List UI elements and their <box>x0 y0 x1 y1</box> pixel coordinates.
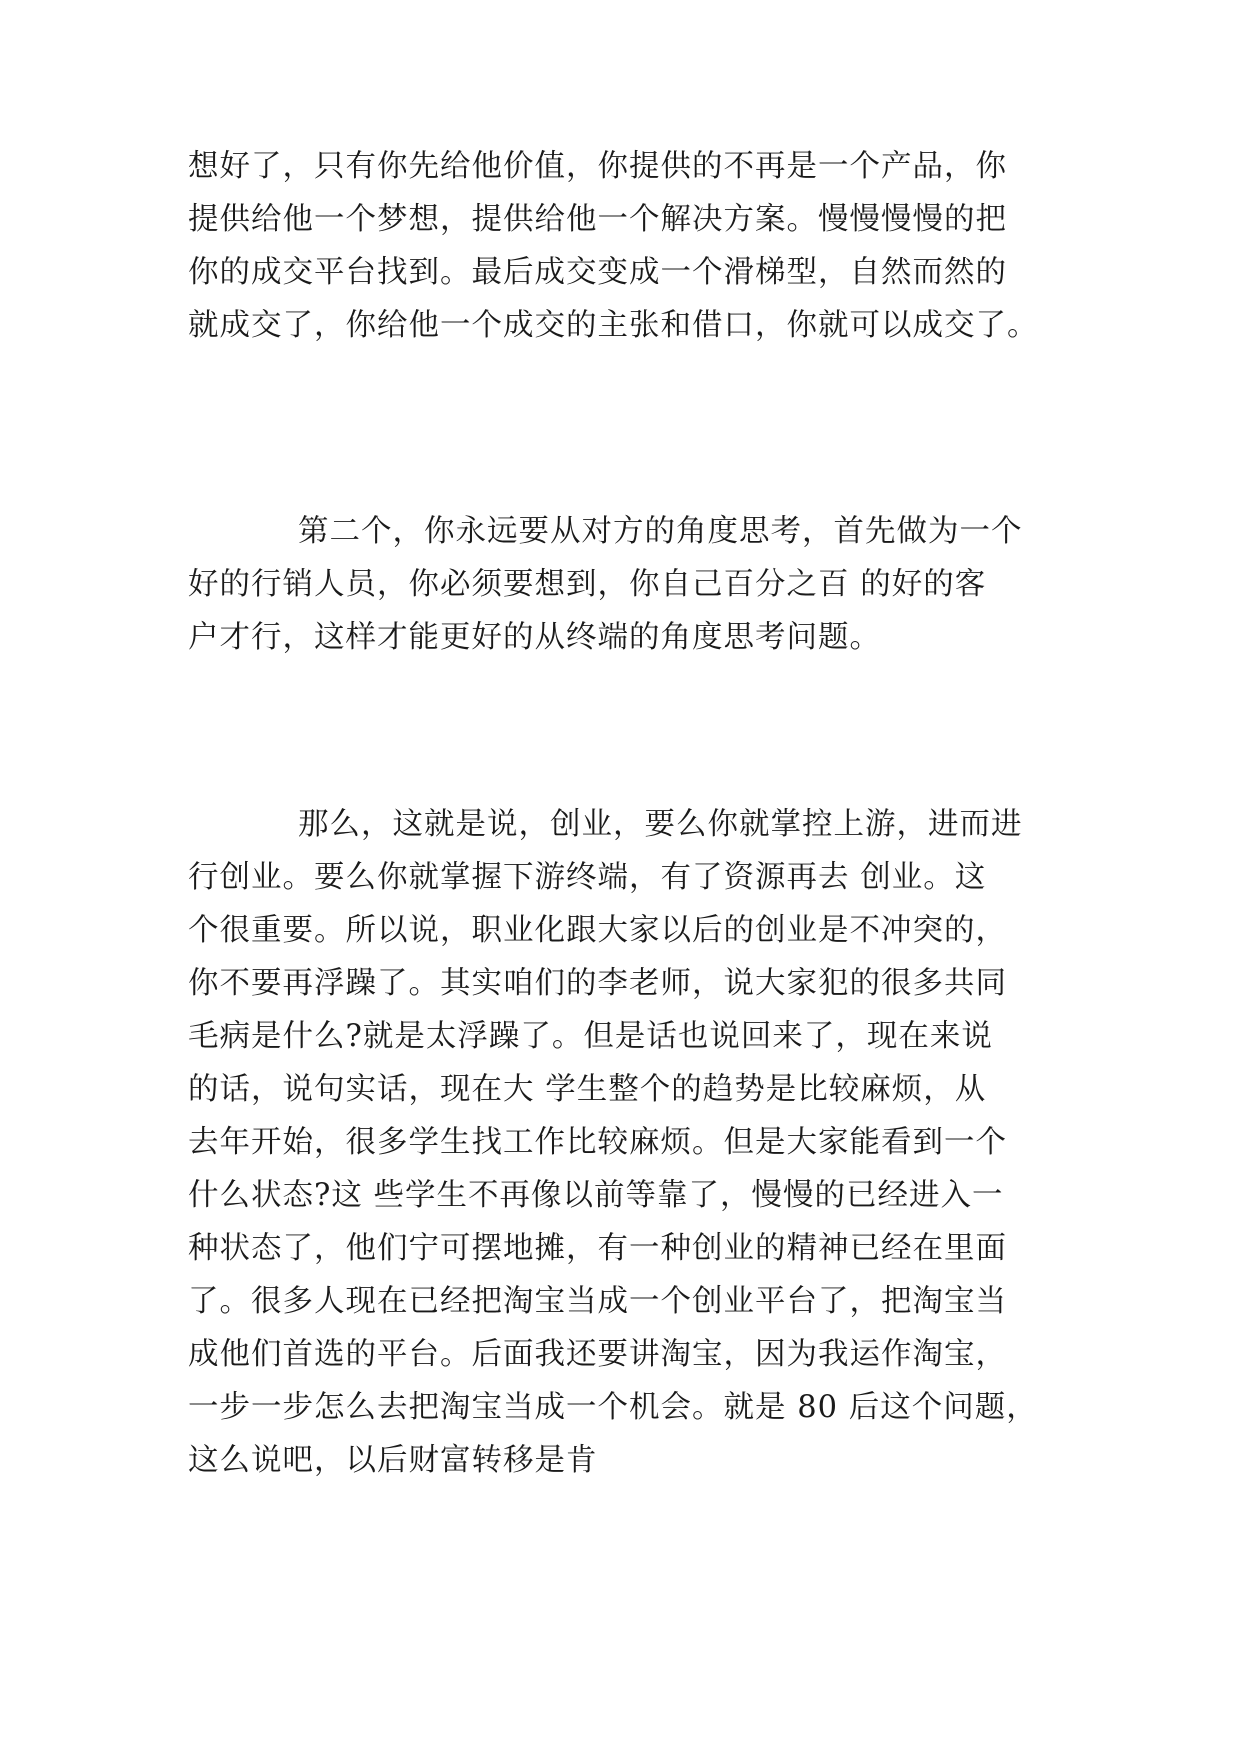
paragraph-3-line-3: 个很重要。所以说，职业化跟大家以后的创业是不冲突的， <box>188 913 1007 948</box>
paragraph-1-line-1: 想好了，只有你先给他价值，你提供的不再是一个产品，你 <box>188 149 1007 184</box>
paragraph-3-line-9: 种状态了，他们宁可摆地摊，有一种创业的精神已经在里面 <box>188 1231 1007 1266</box>
paragraph-3-line-13: 这么说吧，以后财富转移是肯 <box>188 1443 598 1478</box>
paragraph-3-line-2: 行创业。要么你就掌握下游终端，有了资源再去 创业。这 <box>188 860 987 895</box>
paragraph-1-line-4: 就成交了，你给他一个成交的主张和借口，你就可以成交了。 <box>188 308 1039 343</box>
paragraph-1-line-3: 你的成交平台找到。最后成交变成一个滑梯型，自然而然的 <box>188 255 1007 290</box>
paragraph-3-line-6: 的话，说句实话，现在大 学生整个的趋势是比较麻烦，从 <box>188 1072 987 1107</box>
paragraph-1-line-2: 提供给他一个梦想，提供给他一个解决方案。慢慢慢慢的把 <box>188 202 1007 237</box>
paragraph-3-line-5: 毛病是什么?就是太浮躁了。但是话也说回来了，现在来说 <box>188 1019 993 1054</box>
paragraph-3-line-11: 成他们首选的平台。后面我还要讲淘宝，因为我运作淘宝， <box>188 1337 1007 1372</box>
paragraph-3-line-8: 什么状态?这 些学生不再像以前等靠了，慢慢的已经进入一 <box>188 1178 1004 1213</box>
paragraph-2-line-1: 第二个，你永远要从对方的角度思考，首先做为一个 <box>298 514 1023 549</box>
paragraph-3-line-12: 一步一步怎么去把淘宝当成一个机会。就是 80 后这个问题， <box>188 1390 1038 1425</box>
paragraph-3-line-10: 了。很多人现在已经把淘宝当成一个创业平台了，把淘宝当 <box>188 1284 1007 1319</box>
paragraph-3-line-1: 那么，这就是说，创业，要么你就掌控上游，进而进 <box>298 807 1023 842</box>
paragraph-2-line-3: 户才行，这样才能更好的从终端的角度思考问题。 <box>188 620 881 655</box>
paragraph-3-line-7: 去年开始，很多学生找工作比较麻烦。但是大家能看到一个 <box>188 1125 1007 1160</box>
paragraph-2-line-2: 好的行销人员，你必须要想到，你自己百分之百 的好的客 <box>188 567 987 602</box>
paragraph-3-line-4: 你不要再浮躁了。其实咱们的李老师，说大家犯的很多共同 <box>188 966 1007 1001</box>
